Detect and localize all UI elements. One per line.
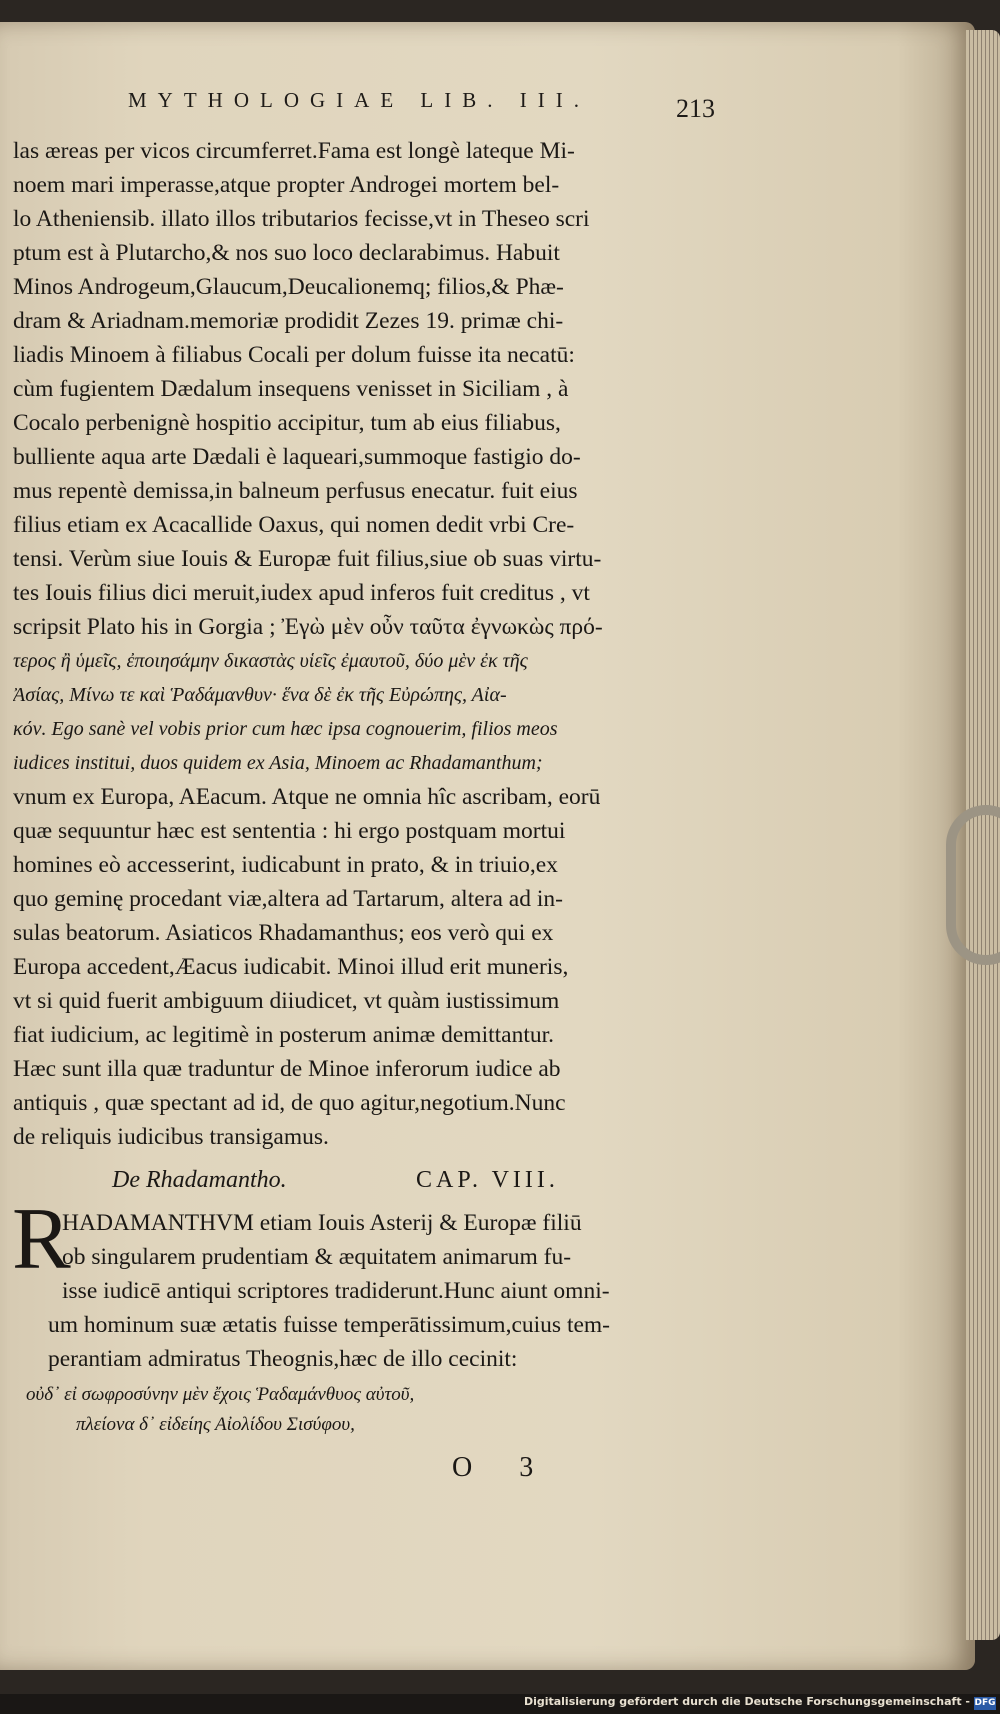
text-line: filius etiam ex Acacallide Oaxus, qui nomen dedit vrbi Cre- xyxy=(13,512,575,538)
text-line: tes Iouis filius dici meruit,iudex apud inferos fuit creditus , vt xyxy=(13,580,590,606)
text-line: lo Atheniensib. illato illos tributarios fecisse,vt in Theseo scri xyxy=(13,206,590,232)
text-line: isse iudicē antiqui scriptores tradiderunt.Hunc aiunt omni- xyxy=(62,1278,610,1304)
text-line: quæ sequuntur hæc est sententia : hi ergo postquam mortui xyxy=(13,818,566,844)
text-line: noem mari imperasse,atque propter Androgei mortem bel- xyxy=(13,172,560,198)
latin-translation-line: κόν. Ego sanè vel vobis prior cum hæc ipsa cognouerim, filios meos xyxy=(13,718,558,740)
chapter-text-block xyxy=(48,1206,722,1376)
signature-mark: O 3 xyxy=(452,1452,554,1483)
text-line: sulas beatorum. Asiaticos Rhadamanthus; eos verò qui ex xyxy=(13,920,554,946)
verse-line: πλείονα δ᾽ εἰδείης Αἰολίδου Σισύφου, xyxy=(76,1414,355,1435)
chapter-heading xyxy=(112,1163,722,1199)
text-line: bulliente aqua arte Dædali è laqueari,summoque fastigio do- xyxy=(13,444,581,470)
text-line: Europa accedent,Æacus iudicabit. Minoi illud erit muneris, xyxy=(13,954,569,980)
text-line: vnum ex Europa, AEacum. Atque ne omnia hîc ascribam, eorū xyxy=(13,784,601,810)
text-line: Hæc sunt illa quæ traduntur de Minoe inferorum iudice ab xyxy=(13,1056,561,1082)
greek-quote-line: Ἀσίας, Μίνω τε καὶ Ῥαδάμανθυν· ἕνα δὲ ἐκ τῆς Εὐρώπης, Αἰα- xyxy=(13,684,507,706)
text-line: cùm fugientem Dædalum insequens venisset in Siciliam , à xyxy=(13,376,569,402)
text-line: ptum est à Plutarcho,& nos suo loco declarabimus. Habuit xyxy=(13,240,560,266)
greek-quote-line: τερος ἢ ὑμεῖς, ἐποιησάμην δικαστὰς υἱεῖς ἐμαυτοῦ, δύο μὲν ἐκ τῆς xyxy=(13,650,528,672)
text-line: de reliquis iudicibus transigamus. xyxy=(13,1124,329,1150)
text-line: dram & Ariadnam.memoriæ prodidit Zezes 19. primæ chi- xyxy=(13,308,564,334)
text-line: vt si quid fuerit ambiguum diiudicet, vt quàm iustissimum xyxy=(13,988,560,1014)
text-line: homines eò accesserint, iudicabunt in prato, & in triuio,ex xyxy=(13,852,558,878)
running-title: MYTHOLOGIAE LIB. III. xyxy=(128,88,590,112)
funding-credit: Digitalisierung gefördert durch die Deutsche Forschungsgemeinschaft - xyxy=(523,1695,970,1708)
dfg-logo-icon: DFG xyxy=(974,1698,996,1708)
verse-line: οὐδ᾽ εἰ σωφροσύνην μὲν ἔχοις Ῥαδαμάνθυος αὐτοῦ, xyxy=(26,1384,415,1405)
text-line: scripsit Plato his in Gorgia ; Ἐγὼ μὲν οὖν ταῦτα ἐγνωκὼς πρό- xyxy=(13,614,603,640)
text-line: quo geminę procedant viæ,altera ad Tartarum, altera ad in- xyxy=(13,886,563,912)
text-line: Minos Androgeum,Glaucum,Deucalionemq; filios,& Phæ- xyxy=(13,274,564,300)
text-line: ob singularem prudentiam & æquitatem animarum fu- xyxy=(62,1244,572,1270)
chapter-number: CAP. VIII. xyxy=(416,1167,559,1193)
text-line: HADAMANTHVM etiam Iouis Asterij & Europæ filiū xyxy=(62,1210,582,1236)
text-line: tensi. Verùm siue Iouis & Europæ fuit filius,siue ob suas virtu- xyxy=(13,546,602,572)
chapter-title: De Rhadamantho. xyxy=(112,1167,287,1193)
main-text-block xyxy=(13,134,717,1154)
text-line: mus repentè demissa,in balneum perfusus enecatur. fuit eius xyxy=(13,478,578,504)
greek-verse xyxy=(26,1380,646,1440)
latin-translation-line: iudices institui, duos quidem ex Asia, Minoem ac Rhadamanthum; xyxy=(13,752,543,774)
text-line: antiquis , quæ spectant ad id, de quo agitur,negotium.Nunc xyxy=(13,1090,566,1116)
page-number: 213 xyxy=(676,94,715,123)
text-line: las æreas per vicos circumferret.Fama est longè lateque Mi- xyxy=(13,138,575,164)
drop-cap: R xyxy=(12,1191,71,1288)
text-line: um hominum suæ ætatis fuisse temperātissimum,cuius tem- xyxy=(48,1312,611,1338)
text-line: liadis Minoem à filiabus Cocali per dolum fuisse ita necatū: xyxy=(13,342,575,368)
text-line: fiat iudicium, ac legitimè in posterum animæ demittantur. xyxy=(13,1022,555,1048)
text-line: perantiam admiratus Theognis,hæc de illo cecinit: xyxy=(48,1346,518,1372)
book-clasp xyxy=(946,805,1000,965)
text-line: Cocalo perbenignè hospitio accipitur, tum ab eius filiabus, xyxy=(13,410,561,436)
